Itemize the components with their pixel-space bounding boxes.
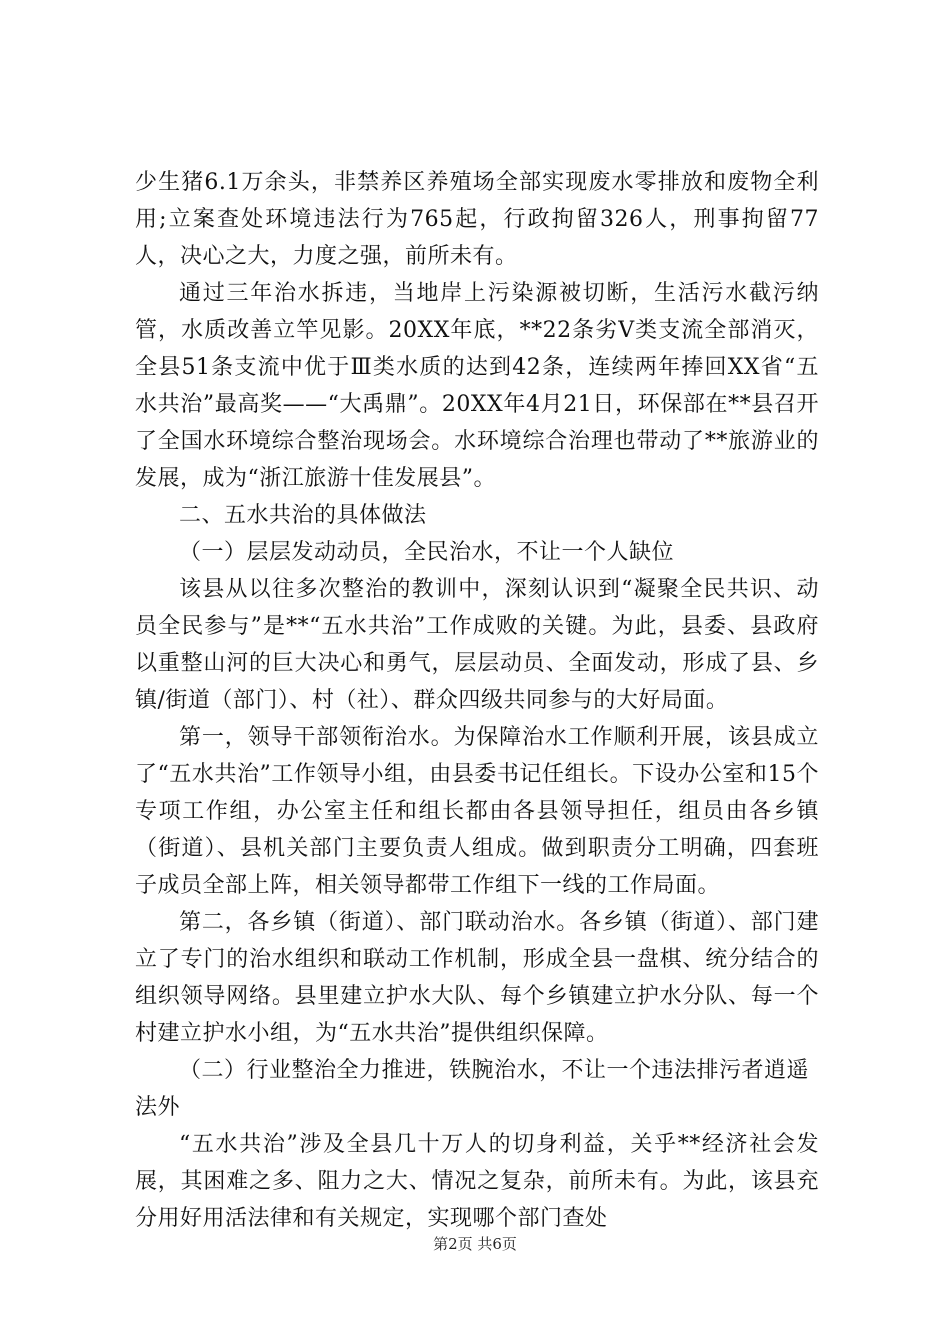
section-heading: 二、五水共治的具体做法 [179, 503, 427, 528]
paragraph-continuation: 少生猪6.1万余头，非禁养区养殖场全部实现废水零排放和废物全利用;立案查处环境违法行为765起，行政拘留326人，刑事拘留77人，决心之大，力度之强，前所未有。 [135, 170, 819, 269]
paragraph-townships: 第二，各乡镇（街道）、部门联动治水。各乡镇（街道）、部门建立了专门的治水组织和联动工作机制，形成全县一盘棋、统分结合的组织领导网络。县里建立护水大队、每个乡镇建立护水分队、每一个村建立护水小组，为“五水共治”提供组织保障。 [135, 910, 819, 1046]
paragraph-water-results: 通过三年治水拆违，当地岸上污染源被切断，生活污水截污纳管，水质改善立竿见影。20XX年底，**22条劣Ⅴ类支流全部消灭，全县51条支流中优于Ⅲ类水质的达到42条，连续两年捧回XX省“五水共治”最高奖——“大禹鼎”。20XX年4月21日，环保部在**县召开了全国水环境综合整治现场会。水环境综合治理也带动了**旅游业的发展，成为“浙江旅游十佳发展县”。 [135, 281, 819, 491]
paragraph-leaders: 第一，领导干部领衔治水。为保障治水工作顺利开展，该县成立了“五水共治”工作领导小组，由县委书记任组长。下设办公室和15个专项工作组，办公室主任和组长都由各县领导担任，组员由各乡镇（街道）、县机关部门主要负责人组成。做到职责分工明确，四套班子成员全部上阵，相关领导都带工作组下一线的工作局面。 [135, 725, 819, 898]
page-number-footer: 第2页 共6页 [433, 1235, 517, 1253]
subsection-heading-1: （一）层层发动动员，全民治水，不让一个人缺位 [179, 540, 675, 565]
paragraph-mobilization: 该县从以往多次整治的教训中，深刻认识到“凝聚全民共识、动员全民参与”是**“五水共治”工作成败的关键。为此，县委、县政府以重整山河的巨大决心和勇气，层层动员、全面发动，形成了县、乡镇/街道（部门）、村（社）、群众四级共同参与的大好局面。 [135, 577, 819, 713]
paragraph-enforcement: “五水共治”涉及全县几十万人的切身利益，关乎**经济社会发展，其困难之多、阻力之大、情况之复杂，前所未有。为此，该县充分用好用活法律和有关规定，实现哪个部门查处 [135, 1132, 819, 1231]
document-body [135, 164, 819, 1237]
subsection-heading-2: （二）行业整治全力推进，铁腕治水，不让一个违法排污者逍遥法外 [135, 1058, 810, 1120]
